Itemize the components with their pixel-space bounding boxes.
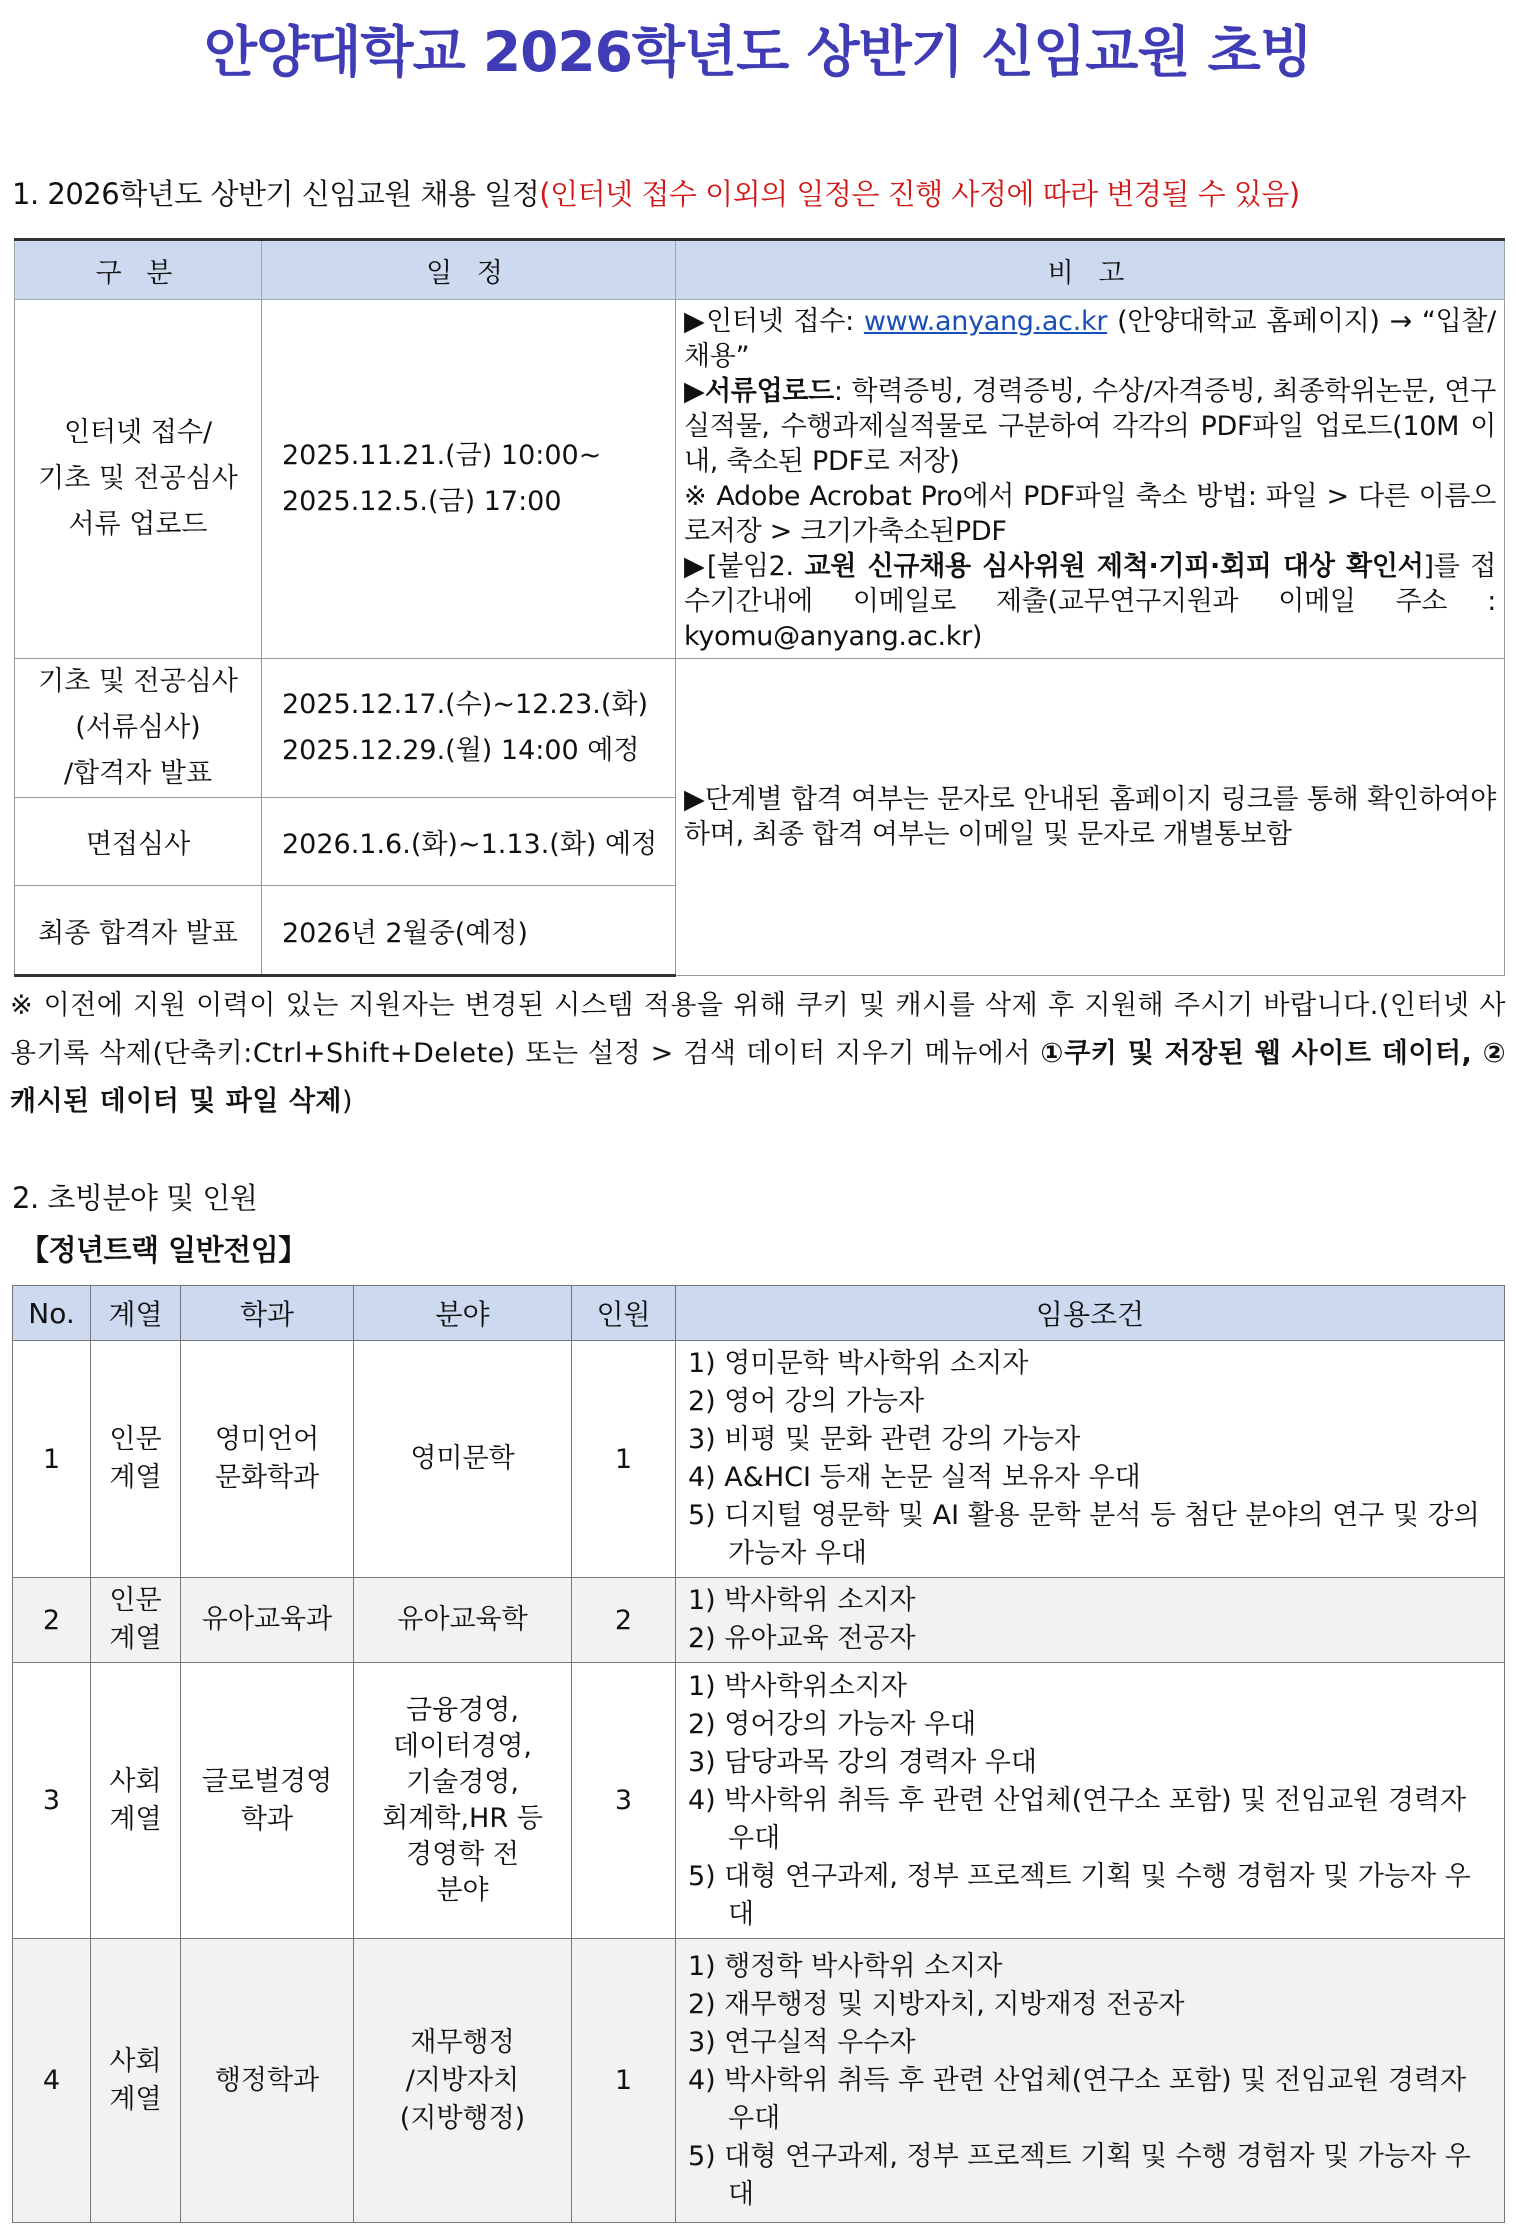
schedule-category: 최종 합격자 발표	[15, 886, 262, 976]
positions-header-row	[13, 1286, 1505, 1341]
condition-item: 3) 비평 및 문화 관련 강의 가능자	[688, 1424, 1081, 1455]
remark-line: ※ Adobe Acrobat Pro에서 PDF파일 축소 방법: 파일 > 다른 이름으로저장 > 크기가축소된PDF	[684, 481, 1496, 547]
schedule-date: 2025.12.17.(수)~12.23.(화) 2025.12.29.(월) 14:00 예정	[262, 659, 676, 798]
section1-heading	[12, 172, 1300, 213]
position-dept: 글로벌경영 학과	[181, 1663, 354, 1939]
position-row	[13, 1578, 1505, 1663]
condition-item: 4) A&HCI 등재 논문 실적 보유자 우대	[688, 1462, 1141, 1493]
notice-end: )	[342, 1086, 354, 1117]
section1-title: 1. 2026학년도 상반기 신임교원 채용 일정	[12, 177, 540, 211]
header-dept: 학과	[181, 1286, 354, 1341]
position-series: 인문 계열	[91, 1578, 181, 1663]
position-no: 4	[13, 1939, 91, 2223]
page-title: 안양대학교 2026학년도 상반기 신임교원 초빙	[204, 20, 1312, 84]
condition-item: 2) 영어강의 가능자 우대	[688, 1708, 977, 1740]
position-conditions	[676, 1663, 1505, 1939]
schedule-date: 2025.11.21.(금) 10:00~ 2025.12.5.(금) 17:00	[262, 300, 676, 659]
position-no: 3	[13, 1663, 91, 1939]
header-category: 구 분	[15, 240, 262, 300]
header-field: 분야	[354, 1286, 572, 1341]
schedule-category: 기초 및 전공심사 (서류심사) /합격자 발표	[15, 659, 262, 798]
condition-item: 5) 대형 연구과제, 정부 프로젝트 기획 및 수행 경험자 및 가능자 우대	[688, 1860, 1471, 1930]
remarks-upload	[676, 300, 1505, 659]
condition-item: 1) 영미문학 박사학위 소지자	[688, 1348, 1029, 1379]
position-dept: 영미언어 문화학과	[181, 1341, 354, 1578]
position-count: 2	[572, 1578, 676, 1663]
section2-subheading: 【정년트랙 일반전임】	[20, 1233, 307, 1267]
position-conditions	[676, 1341, 1505, 1578]
header-conditions: 임용조건	[676, 1286, 1505, 1341]
notice-text	[10, 982, 1506, 1126]
schedule-row	[15, 659, 1505, 798]
position-field: 금융경영, 데이터경영, 기술경영, 회계학,HR 등 경영학 전 분야	[354, 1663, 572, 1939]
condition-item: 3) 담당과목 강의 경력자 우대	[688, 1746, 1037, 1778]
remarks-result: ▶단계별 합격 여부는 문자로 안내된 홈페이지 링크를 통해 확인하여야 하며, 최종 합격 여부는 이메일 및 문자로 개별통보함	[676, 659, 1505, 976]
schedule-category: 면접심사	[15, 798, 262, 886]
position-field: 유아교육학	[354, 1578, 572, 1663]
condition-item: 3) 연구실적 우수자	[688, 2026, 916, 2058]
schedule-table	[14, 238, 1505, 977]
homepage-link[interactable]: www.anyang.ac.kr	[863, 306, 1108, 337]
position-field: 영미문학	[354, 1341, 572, 1578]
schedule-date: 2026.1.6.(화)~1.13.(화) 예정	[262, 798, 676, 886]
condition-item: 1) 박사학위 소지자	[688, 1585, 916, 1616]
position-row	[13, 1663, 1505, 1939]
position-no: 2	[13, 1578, 91, 1663]
remark-bold: 교원 신규채용 심사위원 제척·기피·회피 대상 확인서	[804, 551, 1424, 582]
position-conditions	[676, 1578, 1505, 1663]
condition-item: 2) 영어 강의 가능자	[688, 1386, 925, 1417]
position-dept: 행정학과	[181, 1939, 354, 2223]
notice-bold: ①쿠키 및 저장된 웹 사이트 데이터, ②캐시된 데이터 및 파일 삭제	[10, 1038, 1506, 1117]
condition-item: 5) 대형 연구과제, 정부 프로젝트 기획 및 수행 경험자 및 가능자 우대	[688, 2140, 1471, 2210]
position-conditions	[676, 1939, 1505, 2223]
position-row	[13, 1341, 1505, 1578]
notice-body: ※ 이전에 지원 이력이 있는 지원자는 변경된 시스템 적용을 위해 쿠키 및 캐시를 삭제 후 지원해 주시기 바랍니다.(인터넷 사용기록 삭제(단축키:Ctrl+Shift+Delete) 또는 설정 > 검색 데이터 지우기 메뉴에서	[10, 990, 1506, 1069]
header-series: 계열	[91, 1286, 181, 1341]
condition-item: 4) 박사학위 취득 후 관련 산업체(연구소 포함) 및 전임교원 경력자 우대	[688, 2064, 1467, 2134]
condition-item: 1) 박사학위소지자	[688, 1670, 907, 1702]
condition-item: 2) 유아교육 전공자	[688, 1623, 916, 1654]
remark-label: ▶서류업로드	[684, 376, 834, 407]
remark-line: ]를 접수기간내에 이메일로 제출(교무연구지원과 이메일 주소 : kyomu@anyang.ac.kr)	[684, 551, 1496, 652]
header-no: No.	[13, 1286, 91, 1341]
condition-item: 4) 박사학위 취득 후 관련 산업체(연구소 포함) 및 전임교원 경력자 우대	[688, 1784, 1467, 1854]
schedule-category: 인터넷 접수/ 기초 및 전공심사 서류 업로드	[15, 300, 262, 659]
schedule-date: 2026년 2월중(예정)	[262, 886, 676, 976]
section1-note: (인터넷 접수 이외의 일정은 진행 사정에 따라 변경될 수 있음)	[539, 177, 1300, 211]
position-count: 1	[572, 1341, 676, 1578]
position-dept: 유아교육과	[181, 1578, 354, 1663]
section2-heading: 2. 초빙분야 및 인원	[12, 1181, 258, 1215]
position-no: 1	[13, 1341, 91, 1578]
condition-item: 5) 디지털 영문학 및 AI 활용 문학 분석 등 첨단 분야의 연구 및 강의 가능자 우대	[688, 1500, 1480, 1569]
position-series: 사회 계열	[91, 1663, 181, 1939]
position-count: 1	[572, 1939, 676, 2223]
remark-line: ▶인터넷 접수:	[684, 306, 864, 337]
position-series: 사회 계열	[91, 1939, 181, 2223]
position-field: 재무행정 /지방자치 (지방행정)	[354, 1939, 572, 2223]
position-series: 인문 계열	[91, 1341, 181, 1578]
condition-item: 2) 재무행정 및 지방자치, 지방재정 전공자	[688, 1988, 1185, 2020]
remark-line: ▶[붙임2.	[684, 551, 805, 582]
schedule-row	[15, 300, 1505, 659]
schedule-header-row	[15, 240, 1505, 300]
remark-line: : 학력증빙, 경력증빙, 수상/자격증빙, 최종학위논문, 연구실적물, 수행과제실적물로 구분하여 각각의 PDF파일 업로드(10M 이내, 축소된 PDF로 저장)	[684, 376, 1496, 477]
position-row	[13, 1939, 1505, 2223]
header-remarks: 비 고	[676, 240, 1505, 300]
header-count: 인원	[572, 1286, 676, 1341]
header-schedule: 일 정	[262, 240, 676, 300]
positions-table	[12, 1285, 1505, 2223]
condition-item: 1) 행정학 박사학위 소지자	[688, 1950, 1003, 1982]
position-count: 3	[572, 1663, 676, 1939]
remark-line: (안양대학교 홈페이지) → “입찰/채용”	[684, 306, 1496, 372]
